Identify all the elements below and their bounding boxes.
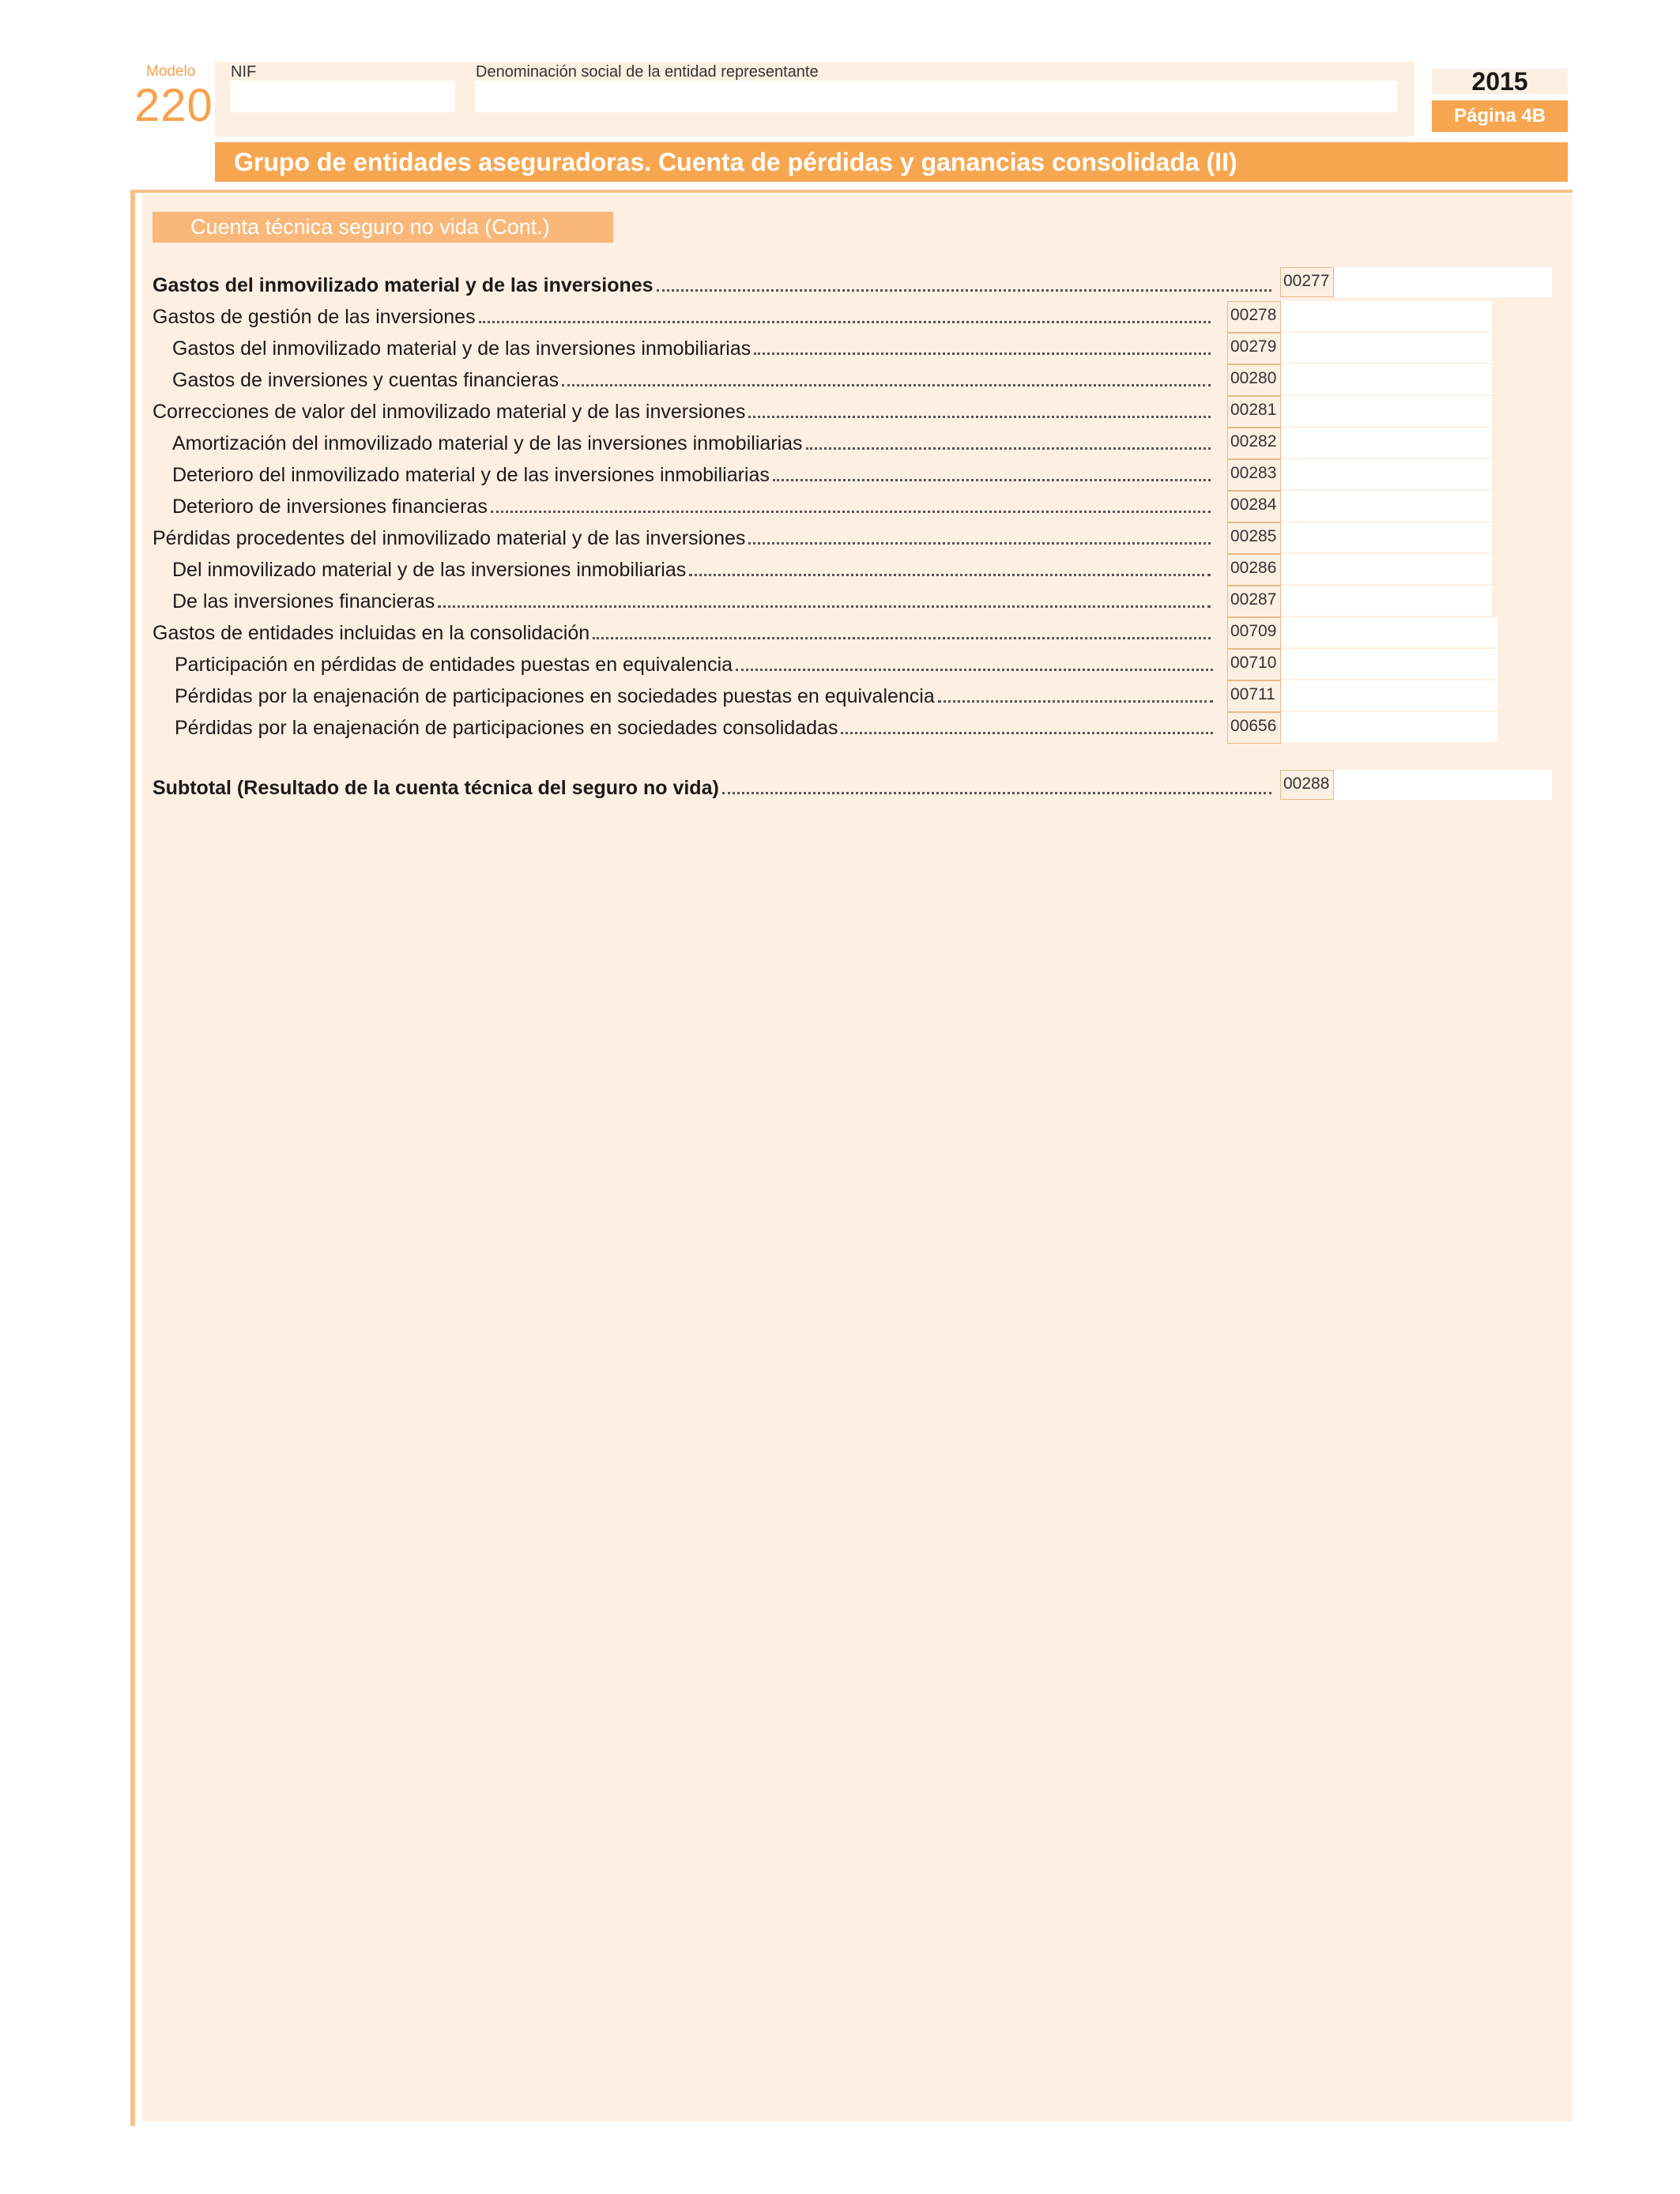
amount-field-00709[interactable] bbox=[1281, 617, 1497, 647]
dot-leader bbox=[593, 637, 1211, 639]
row-label: Gastos del inmovilizado material y de las inversiones bbox=[153, 273, 654, 296]
row-code: 00285 bbox=[1227, 522, 1281, 554]
row-code: 00278 bbox=[1227, 301, 1281, 333]
row-code: 00282 bbox=[1227, 428, 1281, 459]
form-left-border bbox=[130, 190, 135, 2126]
row-code: 00709 bbox=[1227, 617, 1281, 649]
amount-field-00711[interactable] bbox=[1281, 680, 1497, 711]
form-row-00280 bbox=[172, 364, 1214, 396]
subtotal-label: Subtotal (Resultado de la cuenta técnica del seguro no vida) bbox=[153, 776, 719, 799]
page-title: Grupo de entidades aseguradoras. Cuenta de pérdidas y ganancias consolidada (II) bbox=[215, 142, 1568, 182]
dot-leader bbox=[754, 352, 1211, 355]
row-label: Correcciones de valor del inmovilizado material y de las inversiones bbox=[153, 400, 746, 423]
row-label: Deterioro de inversiones financieras bbox=[172, 495, 488, 518]
row-code: 00277 bbox=[1280, 267, 1334, 297]
row-code: 00281 bbox=[1227, 396, 1281, 428]
modelo-label: Modelo bbox=[146, 63, 196, 80]
row-code: 00287 bbox=[1227, 586, 1281, 617]
dot-leader bbox=[722, 792, 1271, 794]
amount-field-00280[interactable] bbox=[1281, 364, 1492, 394]
row-label: Participación en pérdidas de entidades puestas en equivalencia bbox=[175, 653, 733, 676]
row-label: Del inmovilizado material y de las inversiones inmobiliarias bbox=[172, 558, 687, 581]
row-label: Pérdidas procedentes del inmovilizado material y de las inversiones bbox=[153, 526, 746, 549]
amount-field-00286[interactable] bbox=[1281, 554, 1492, 584]
row-code: 00284 bbox=[1227, 491, 1281, 522]
amount-field-00277[interactable] bbox=[1334, 267, 1552, 297]
row-code: 00286 bbox=[1227, 554, 1281, 586]
form-row-00283 bbox=[172, 459, 1214, 491]
dot-leader bbox=[689, 574, 1211, 576]
form-row-00277 bbox=[153, 270, 1275, 301]
form-row-00656 bbox=[175, 712, 1216, 744]
amount-field-00710[interactable] bbox=[1281, 649, 1497, 679]
amount-field-00281[interactable] bbox=[1281, 396, 1492, 426]
dot-leader bbox=[736, 669, 1213, 671]
amount-field-00278[interactable] bbox=[1281, 301, 1492, 331]
denominacion-label: Denominación social de la entidad representante bbox=[476, 63, 819, 81]
year-badge: 2015 bbox=[1432, 69, 1568, 94]
amount-field-00283[interactable] bbox=[1281, 459, 1492, 489]
dot-leader bbox=[438, 605, 1211, 608]
amount-field-00285[interactable] bbox=[1281, 522, 1492, 552]
dot-leader bbox=[938, 700, 1213, 703]
nif-field[interactable] bbox=[231, 81, 455, 112]
dot-leader bbox=[841, 732, 1213, 734]
amount-field-00656[interactable] bbox=[1281, 712, 1497, 742]
row-code: 00710 bbox=[1227, 649, 1281, 680]
dot-leader bbox=[748, 416, 1211, 418]
form-row-00710 bbox=[175, 649, 1216, 680]
nif-label: NIF bbox=[231, 63, 257, 81]
amount-field-00279[interactable] bbox=[1281, 333, 1492, 363]
row-label: Gastos del inmovilizado material y de las inversiones inmobiliarias bbox=[172, 337, 751, 360]
row-label: Deterioro del inmovilizado material y de las inversiones inmobiliarias bbox=[172, 463, 770, 486]
page-badge: Página 4B bbox=[1432, 100, 1568, 132]
row-label: Gastos de gestión de las inversiones bbox=[153, 305, 476, 328]
dot-leader bbox=[773, 479, 1211, 481]
row-code: 00656 bbox=[1227, 712, 1281, 744]
form-row-00285 bbox=[153, 522, 1214, 554]
row-code: 00280 bbox=[1227, 364, 1281, 396]
dot-leader bbox=[748, 542, 1211, 545]
row-label: Gastos de entidades incluidas en la consolidación bbox=[153, 621, 590, 644]
section-label: Cuenta técnica seguro no vida (Cont.) bbox=[153, 212, 613, 243]
row-code: 00279 bbox=[1227, 333, 1281, 364]
subtotal-row bbox=[153, 772, 1275, 804]
row-label: Pérdidas por la enajenación de participaciones en sociedades puestas en equivalencia bbox=[175, 684, 935, 707]
amount-field-00288[interactable] bbox=[1334, 770, 1552, 800]
form-row-00278 bbox=[153, 301, 1214, 333]
amount-field-00284[interactable] bbox=[1281, 491, 1492, 521]
row-label: Amortización del inmovilizado material y de las inversiones inmobiliarias bbox=[172, 432, 803, 454]
subtotal-code: 00288 bbox=[1280, 770, 1334, 800]
dot-leader bbox=[491, 511, 1211, 513]
form-row-00281 bbox=[153, 396, 1214, 428]
dot-leader bbox=[806, 447, 1211, 450]
row-label: Pérdidas por la enajenación de participaciones en sociedades consolidadas bbox=[175, 716, 838, 739]
row-label: Gastos de inversiones y cuentas financieras bbox=[172, 368, 559, 391]
denominacion-field[interactable] bbox=[476, 81, 1397, 112]
form-row-00286 bbox=[172, 554, 1214, 586]
row-code: 00711 bbox=[1227, 680, 1281, 712]
dot-leader bbox=[562, 384, 1211, 386]
amount-field-00287[interactable] bbox=[1281, 586, 1492, 616]
row-code: 00283 bbox=[1227, 459, 1281, 491]
dot-leader bbox=[657, 289, 1271, 292]
form-row-00279 bbox=[172, 333, 1214, 364]
form-row-00284 bbox=[172, 491, 1214, 522]
form-row-00287 bbox=[172, 586, 1214, 617]
form-row-00711 bbox=[175, 680, 1216, 712]
row-label: De las inversiones financieras bbox=[172, 590, 435, 613]
form-row-00282 bbox=[172, 428, 1214, 459]
amount-field-00282[interactable] bbox=[1281, 428, 1492, 458]
form-row-00709 bbox=[153, 617, 1214, 649]
dot-leader bbox=[479, 321, 1211, 323]
modelo-number: 220 bbox=[134, 80, 213, 131]
